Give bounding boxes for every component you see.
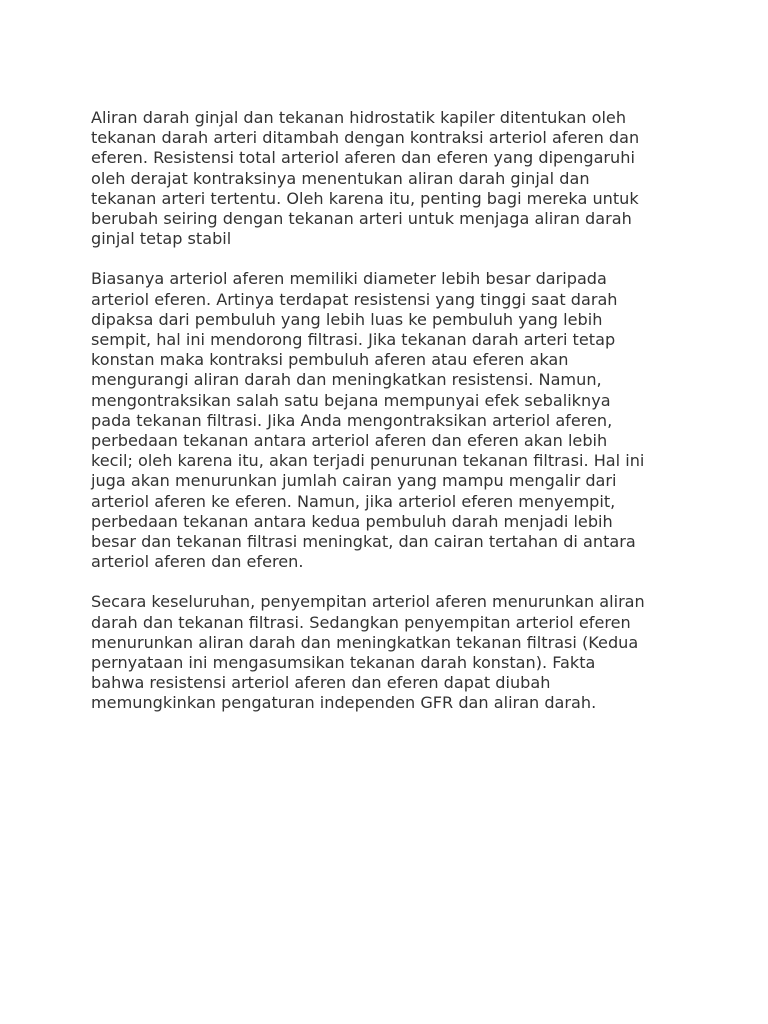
document-body	[91, 108, 681, 734]
paragraph-summary: Secara keseluruhan, penyempitan arteriol aferen menurunkan aliran darah dan tekanan filtrasi. Sedangkan penyempitan arteriol eferen menurunkan aliran darah dan meningkatkan tekanan filtrasi (Kedua pernyataan ini mengasumsikan tekanan darah konstan). Fakta bahwa resistensi arteriol aferen dan eferen dapat diubah memungkinkan pengaturan independen GFR dan aliran darah.	[91, 592, 645, 713]
paragraph-renal-blood-flow: Aliran darah ginjal dan tekanan hidrostatik kapiler ditentukan oleh tekanan darah arteri ditambah dengan kontraksi arteriol aferen dan eferen. Resistensi total arteriol aferen dan eferen yang dipengaruhi oleh derajat kontraksinya menentukan aliran darah ginjal dan tekanan arteri tertentu. Oleh karena itu, penting bagi mereka untuk berubah seiring dengan tekanan arteri untuk menjaga aliran darah ginjal tetap stabil	[91, 108, 640, 249]
paragraph-arteriole-diameter: Biasanya arteriol aferen memiliki diameter lebih besar daripada arteriol eferen. Artinya terdapat resistensi yang tinggi saat darah dipaksa dari pembuluh yang lebih luas ke pembuluh yang lebih sempit, hal ini mendorong filtrasi. Jika tekanan darah arteri tetap konstan maka kontraksi pembuluh aferen atau eferen akan mengurangi aliran darah dan meningkatkan resistensi. Namun, mengontraksikan salah satu bejana mempunyai efek sebaliknya pada tekanan filtrasi. Jika Anda mengontraksikan arteriol aferen, perbedaan tekanan antara arteriol aferen dan eferen akan lebih kecil; oleh karena itu, akan terjadi penurunan tekanan filtrasi. Hal ini juga akan menurunkan jumlah cairan yang mampu mengalir dari arteriol aferen ke eferen. Namun, jika arteriol eferen menyempit, perbedaan tekanan antara kedua pembuluh darah menjadi lebih besar dan tekanan filtrasi meningkat, dan cairan tertahan di antara arteriol aferen dan eferen.	[91, 269, 645, 572]
